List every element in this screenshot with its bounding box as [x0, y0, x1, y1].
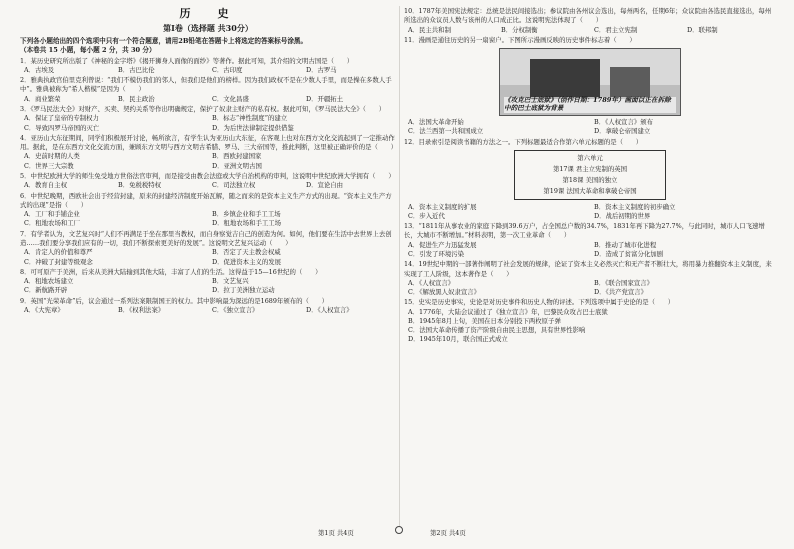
- answer-option[interactable]: A．租地农场建立: [24, 277, 74, 286]
- answer-option[interactable]: A．《大宪章》: [24, 305, 64, 314]
- answer-option[interactable]: C．君主立宪制: [594, 25, 638, 34]
- question-item: [404, 260, 776, 297]
- question-item: [404, 222, 776, 259]
- answer-option[interactable]: D．造成了贫富分化加剧: [594, 249, 664, 258]
- toc-lesson: 第17课 君主立宪制的英国: [552, 164, 628, 173]
- question-stem: 12．目录索引是阅读书籍的方法之一。下列标题最适合作第六单元标题的是（ ）: [404, 137, 643, 146]
- answer-option[interactable]: C．司法独立权: [212, 181, 256, 190]
- answer-option[interactable]: C．新航路开辟: [24, 286, 68, 295]
- answer-option[interactable]: D．拉丁美洲独立运动: [212, 286, 275, 295]
- answer-option[interactable]: C．法国大革命传播了资产阶级自由民主思想，具有世界性影响: [408, 326, 586, 335]
- question-stem: 8．可可原产于美洲，后来从美洲大陆输到其他大陆，丰富了人们的生活。这得益于15—16世纪的（ ）: [20, 267, 322, 276]
- answer-option[interactable]: B．分权制衡: [501, 25, 538, 34]
- answer-options: [404, 203, 776, 222]
- question-stem: 4．亚历山大东征期间，同学们积极展开讨论，畅所欲言，有学生认为亚历山大东征，在客观上也对东西方文化交流起到了一定推动作用。据此，是在东西方文化交流方面，兼顾东方文明与西方文明古希腊、罗马、三大帝国等，推此判断，这里被正确评价的是（ ）: [20, 133, 398, 152]
- page-number-right: 第2页 共4页: [430, 529, 466, 537]
- answer-option[interactable]: C．租地农场和工厂: [24, 219, 81, 228]
- answer-option[interactable]: D．租地农场和手工工场: [212, 219, 282, 228]
- question-stem: 1．某历史研究所出版了《神秘的金字塔》《揭开狮身人面像的面纱》等著作。据此可知，其介绍的文明古国是（ ）: [20, 56, 354, 65]
- answer-option[interactable]: B．1945年8月上旬，美国在日本分别投下两枚原子弹: [408, 316, 561, 325]
- answer-option[interactable]: B．民主政治: [118, 94, 155, 103]
- answer-option[interactable]: B．西欧封建国家: [212, 152, 262, 161]
- answer-option[interactable]: B．否定了天主教会权威: [212, 248, 281, 257]
- question-item: [20, 268, 396, 296]
- answer-option[interactable]: D．联邦制: [687, 25, 718, 34]
- question-item: [404, 36, 776, 137]
- answer-option[interactable]: A．肯定人的价值和尊严: [24, 248, 93, 257]
- answer-option[interactable]: D．促进资本主义的发展: [212, 257, 282, 266]
- question-block: [404, 36, 776, 137]
- cartoon-caption: 《攻克巴士底狱》（创作日期：1789年）画面以正在拆除中的巴士底狱为背景: [504, 97, 676, 113]
- question-item: [20, 230, 396, 267]
- answer-option[interactable]: A．《人权宣言》: [408, 278, 455, 287]
- binding-hole-icon: [395, 526, 403, 534]
- answer-option[interactable]: C．导致四罗马帝国的灭亡: [24, 123, 100, 132]
- answer-options: [404, 308, 776, 345]
- answer-option[interactable]: D．开疆拓土: [306, 94, 344, 103]
- question-stem: 14．19世纪中期的一部著作阐明了社会发展的规律，论证了资本主义必然灭亡和无产者不断壮大，将用暴力推翻资本主义制度，来实现了工人阶级，这本著作是（ ）: [404, 260, 772, 278]
- question-item: [20, 134, 396, 171]
- answer-options: [404, 241, 776, 260]
- table-of-contents: [514, 150, 666, 200]
- answer-option[interactable]: B．文艺复兴: [212, 277, 249, 286]
- answer-option[interactable]: C．《独立宣言》: [212, 305, 259, 314]
- question-stem: 5．中世纪欧洲大学的师生免受地方世俗法官审判，而是接受由教会法庭或大学自治机构的审判，这说明中世纪欧洲大学拥有（ ）: [20, 172, 395, 180]
- answer-options: [404, 26, 776, 35]
- toc-unit: 第六单元: [577, 153, 603, 162]
- answer-option[interactable]: C．引发了环境污染: [408, 249, 465, 258]
- answer-option[interactable]: D．宣论自由: [306, 181, 344, 190]
- answer-option[interactable]: C．古印度: [212, 65, 243, 74]
- instruction: 下列各小题给出的四个选项中只有一个符合题意，请用2B铅笔在答题卡上将选定的答案标号涂黑。: [20, 36, 308, 45]
- answer-options: [20, 248, 396, 267]
- answer-option[interactable]: D．拿破仑帝国建立: [594, 127, 651, 136]
- left-column: [20, 6, 396, 316]
- answer-option[interactable]: C．步入近代: [408, 211, 445, 220]
- answer-option[interactable]: A．1776年，大陆会议通过了《独立宣言》年，巴黎民众攻占巴士底狱: [408, 307, 608, 316]
- answer-option[interactable]: B．标志“神性制度”的建立: [212, 114, 288, 123]
- question-item: [20, 192, 396, 229]
- answer-option[interactable]: A．古埃及: [24, 65, 55, 74]
- answer-option[interactable]: B．免税税特权: [118, 181, 162, 190]
- question-item: [404, 7, 776, 35]
- answer-option[interactable]: B．资本主义制度的初步确立: [594, 202, 676, 211]
- answer-option[interactable]: A．史前时期的人类: [24, 152, 80, 161]
- answer-options: [20, 306, 396, 315]
- answer-option[interactable]: D．1945年10月，联合国正式成立: [408, 335, 508, 344]
- answer-options: [20, 210, 396, 229]
- answer-option[interactable]: D．《人权宣言》: [306, 305, 353, 314]
- answer-option[interactable]: D．《共产党宣言》: [594, 288, 648, 297]
- answer-option[interactable]: C．世界三大宗教: [24, 161, 74, 170]
- answer-option[interactable]: B．《联合国家宣言》: [594, 278, 654, 287]
- answer-options: [20, 114, 396, 133]
- bastille-tower-icon: [530, 59, 600, 99]
- question-stem: 13．“1811年从事农业的家庭下降到39.6万户，占全国总户数的34.7%，1831年再下降为27.7%，与此同时，城市人口飞速增长，大城市不断增加。”材料表明，第一次工业革命（ ）: [404, 222, 765, 240]
- answer-options: [20, 95, 396, 104]
- toc-lesson: 第19课 法国大革命和拿破仑帝国: [543, 186, 637, 195]
- right-column: [404, 6, 776, 346]
- question-stem: 2．雅典执政官伯里克利曾说：“我们不模仿我们的邻人，但我们是他们的榜样。因为我们政权不是在少数人手里，而是操在多数人手中”。雅典被称为“希人楷模”是因为（ ）: [20, 76, 392, 94]
- answer-option[interactable]: D．古罗马: [306, 65, 337, 74]
- answer-options: [404, 118, 776, 137]
- instruction-note: （本卷共 15 小题，每小题 2 分，共 30 分）: [20, 46, 156, 55]
- question-item: [20, 57, 396, 76]
- answer-option[interactable]: A．法国大革命开始: [408, 118, 464, 127]
- answer-option[interactable]: B．古巴比伦: [118, 65, 155, 74]
- answer-option[interactable]: B．推动了城市化进程: [594, 240, 657, 249]
- question-item: [20, 172, 396, 191]
- answer-option[interactable]: A．工厂和手铺企业: [24, 210, 80, 219]
- question-stem: 3．《罗马民法大全》对财产、买卖、契约关系等作出明确规定，保护了奴隶主财产的私有权。据此可知，《罗马民法大全》（ ）: [20, 105, 386, 114]
- question-block: [404, 7, 776, 35]
- answer-option[interactable]: D．为后世法律制定提供借鉴: [212, 123, 294, 132]
- answer-option[interactable]: A．教育自主权: [24, 181, 67, 190]
- answer-options: [20, 66, 396, 75]
- page-fold-divider: [399, 6, 400, 526]
- answer-options: [20, 181, 396, 190]
- answer-option[interactable]: D．亚洲文明古国: [212, 161, 262, 170]
- answer-option[interactable]: A．资本主义制度的扩展: [408, 202, 477, 211]
- page-number-left: 第1页 共4页: [318, 529, 354, 537]
- question-stem: 9．英国“光荣革命”后，议会通过一系列法案限制国王的权力。其中影响最为深远的是1689年颁布的（ ）: [20, 296, 329, 305]
- answer-option[interactable]: C．《解放黑人奴隶宣言》: [408, 288, 480, 297]
- question-item: [404, 138, 776, 221]
- answer-option[interactable]: C．文化昌盛: [212, 94, 249, 103]
- section-title: 第Ⅰ卷（选择题 共30分）: [163, 22, 253, 33]
- subject-title: 历 史: [179, 7, 237, 20]
- answer-option[interactable]: C．冲破了封建等级观念: [24, 257, 93, 266]
- answer-option[interactable]: A．商业繁荣: [24, 94, 61, 103]
- question-stem: 6．中世纪晚期，西欧社会出于经营封建，原来的封建经济制度开始瓦解，随之而来的是资本主义生产方式的出现。“资本主义生产方式的出现”是指（ ）: [20, 191, 392, 209]
- answer-option[interactable]: B．《人权宣言》颁布: [594, 118, 654, 127]
- toc-lesson: 第18课 美国的独立: [562, 175, 618, 184]
- question-item: [20, 297, 396, 316]
- question-item: [20, 76, 396, 104]
- answer-option[interactable]: B．《权利法案》: [118, 305, 165, 314]
- question-stem: 7．有学者认为，文艺复兴时“人们不再满足于坐在那里当教权，而自身察觉吉自己的创造为何。如何，他们要在生活中去世界上去创造……我们要分享我们应有的一切，我们不断探索更美好的发展”。这说明文艺复兴运动（ ）: [20, 229, 392, 247]
- question-stem: 10．1787年美国宪法规定：总统是法民间接选出；参议院由各州议会选出，每州两名，任期6年；众议院由各选民直接选出，每州所选出的众议员人数与该州的人口成正比。这说明宪法体现了（ ）: [404, 7, 772, 25]
- answer-option[interactable]: A．促进生产力迅猛发展: [408, 240, 477, 249]
- question-list: [404, 222, 776, 345]
- answer-options: [20, 277, 396, 296]
- left-question-list: [20, 57, 396, 316]
- answer-option[interactable]: D．战后初期的世界: [594, 211, 651, 220]
- bastille-wall-icon: [610, 67, 650, 99]
- answer-option[interactable]: A．民主共和制: [408, 25, 451, 34]
- question-item: [404, 298, 776, 344]
- answer-option[interactable]: B．乡镇企业和手工工场: [212, 210, 281, 219]
- question-item: [20, 105, 396, 133]
- answer-option[interactable]: C．法兰西第一共和国成立: [408, 127, 484, 136]
- question-stem: 11．漫画是通往历史的另一扇窗户。下图所示漫画反映的历史事件标志着（ ）: [404, 35, 636, 44]
- question-stem: 15．史实是历史事实，史论是对历史事件和历史人物的评述。下列选项中属于史论的是（ ）: [404, 298, 675, 307]
- answer-options: [404, 279, 776, 298]
- cartoon-image: [499, 48, 681, 116]
- answer-options: [20, 152, 396, 171]
- question-block: [404, 138, 776, 221]
- answer-option[interactable]: A．保证了皇帝的专制权力: [24, 114, 99, 123]
